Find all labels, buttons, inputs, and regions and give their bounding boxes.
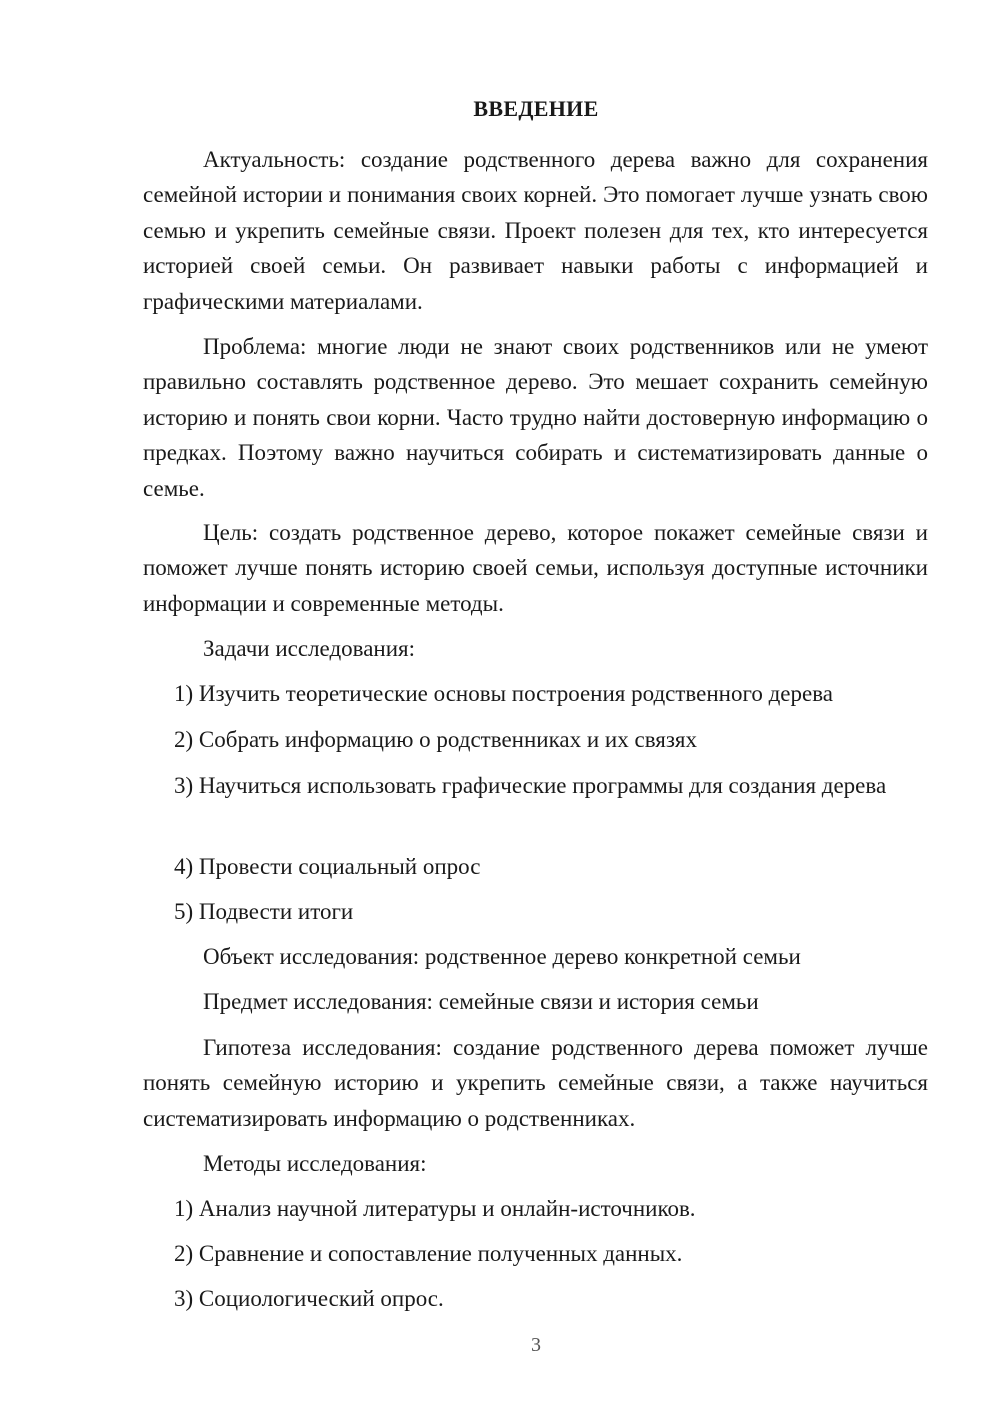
method-item: 1) Анализ научной литературы и онлайн-источников. (174, 1196, 696, 1221)
task-item: 1) Изучить теоретические основы построения родственного дерева (174, 681, 833, 706)
method-item: 2) Сравнение и сопоставление полученных данных. (174, 1241, 683, 1266)
problem-paragraph: Проблема: многие люди не знают своих родственников или не умеют правильно составлять родственное дерево. Это мешает сохранить семейную историю и понять свои корни. Часто трудно найти достоверную информацию о предках. Поэтому важно научиться собирать и систематизировать данные о семье. (143, 334, 928, 501)
method-item: 3) Социологический опрос. (174, 1286, 444, 1311)
research-subject: Предмет исследования: семейные связи и история семьи (203, 989, 759, 1014)
hypothesis-paragraph: Гипотеза исследования: создание родственного дерева поможет лучше понять семейную историю и укрепить семейные связи, а также научиться систематизировать информацию о родственниках. (143, 1035, 928, 1131)
methods-heading: Методы исследования: (203, 1151, 427, 1176)
relevance-paragraph: Актуальность: создание родственного дерева важно для сохранения семейной истории и понимания своих корней. Это помогает лучше узнать свою семью и укрепить семейные связи. Проект полезен для тех, кто интересуется историей своей семьи. Он развивает навыки работы с информацией и графическими материалами. (143, 147, 928, 314)
task-item: 2) Собрать информацию о родственниках и их связях (174, 727, 698, 752)
page-title: ВВЕДЕНИЕ (473, 96, 599, 121)
tasks-heading: Задачи исследования: (203, 636, 416, 661)
page-number: 3 (531, 1334, 541, 1356)
task-item: 3) Научиться использовать графические программы для создания дерева (174, 773, 887, 798)
task-item: 5) Подвести итоги (174, 899, 354, 924)
task-item: 4) Провести социальный опрос (174, 854, 481, 879)
research-object: Объект исследования: родственное дерево конкретной семьи (203, 944, 801, 969)
goal-paragraph: Цель: создать родственное дерево, которое покажет семейные связи и поможет лучше понять историю своей семьи, используя доступные источники информации и современные методы. (143, 520, 928, 616)
